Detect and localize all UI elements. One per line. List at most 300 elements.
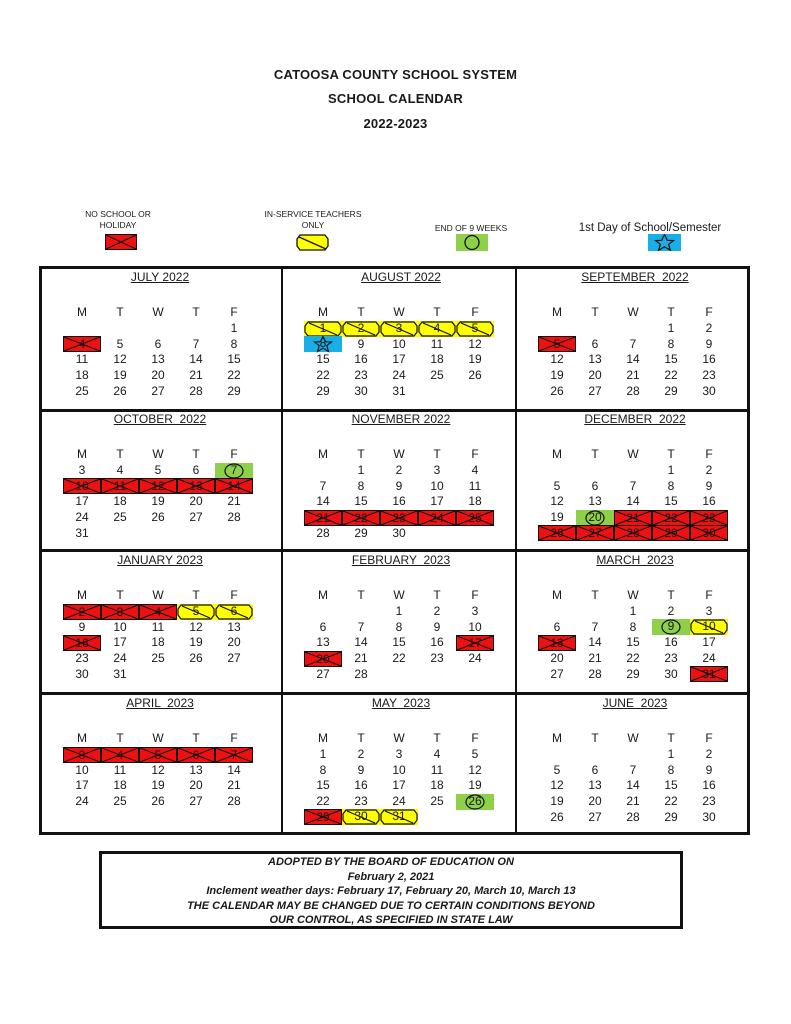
calendar-day: 22 [664, 368, 678, 383]
calendar-day: 7 [629, 478, 637, 493]
weekday-header: T [667, 447, 675, 461]
calendar-day: 9 [667, 619, 675, 634]
calendar-day: 2 [705, 463, 713, 477]
calendar-day: 27 [588, 809, 602, 824]
calendar-day: 17 [75, 778, 89, 793]
calendar-day: 14 [588, 635, 602, 650]
calendar-day: 24 [392, 794, 406, 809]
calendar-day: 11 [430, 336, 444, 351]
calendar-day: 26 [468, 793, 482, 808]
calendar-day: 17 [392, 352, 406, 367]
weekday-header: F [705, 731, 713, 745]
weekday-header: T [667, 731, 675, 745]
in-service-mark [690, 619, 728, 635]
weekday-header: F [230, 305, 238, 319]
calendar-day: 20 [588, 509, 602, 524]
weekday-header: M [552, 305, 562, 319]
calendar-day: 25 [75, 383, 89, 398]
calendar-day: 11 [151, 619, 165, 634]
calendar-day: 18 [113, 494, 127, 509]
calendar-day: 13 [316, 635, 330, 650]
calendar-day: 20 [189, 778, 203, 793]
month-title: OCTOBER 2022 [113, 412, 207, 426]
calendar-day: 21 [626, 510, 640, 525]
calendar-day: 12 [550, 778, 564, 793]
calendar-day: 14 [354, 635, 368, 650]
month-december [517, 411, 753, 552]
calendar-day: 3 [116, 604, 124, 619]
in-service-mark [456, 321, 494, 337]
legend-label-in-service: IN-SERVICE TEACHERS ONLY [264, 209, 362, 230]
calendar-day: 16 [75, 635, 89, 650]
no-school-mark [63, 336, 101, 352]
calendar-day: 18 [113, 778, 127, 793]
calendar-day: 7 [230, 462, 238, 477]
no-school-mark [63, 747, 101, 763]
no-school-mark [101, 747, 139, 763]
no-school-mark [456, 635, 494, 651]
calendar-day: 12 [151, 479, 165, 494]
weekday-header: W [627, 588, 639, 602]
no-school-mark [690, 666, 728, 682]
month-title: APRIL 2023 [126, 696, 194, 710]
weekday-header: T [357, 588, 365, 602]
calendar-day: 5 [116, 336, 124, 351]
legend-label-first-day: 1st Day of School/Semester [578, 222, 722, 234]
weekday-header: T [192, 731, 200, 745]
calendar-day: 28 [626, 383, 640, 398]
in-service-mark [380, 321, 418, 337]
weekday-header: T [433, 305, 441, 319]
weekday-header: T [433, 588, 441, 602]
weekday-header: M [77, 447, 87, 461]
calendar-day: 9 [705, 762, 713, 777]
calendar-day: 25 [113, 510, 127, 525]
calendar-day: 22 [392, 651, 406, 666]
calendar-day: 13 [588, 778, 602, 793]
legend-first-day-swatch [648, 234, 681, 251]
calendar-day: 4 [433, 320, 441, 335]
calendar-day: 5 [154, 747, 162, 762]
calendar-day: 6 [154, 336, 162, 351]
no-school-mark [690, 510, 728, 526]
weekday-header: T [192, 588, 200, 602]
calendar-day: 9 [357, 336, 365, 351]
calendar-day: 4 [116, 747, 124, 762]
calendar-day: 27 [588, 526, 602, 541]
calendar-day: 26 [550, 526, 564, 541]
weekday-header: T [116, 305, 124, 319]
calendar-day: 30 [702, 526, 716, 541]
calendar-day: 29 [664, 383, 678, 398]
weekday-header: W [393, 588, 405, 602]
calendar-day: 31 [392, 383, 406, 398]
month-november [283, 411, 519, 552]
star-icon [648, 234, 681, 251]
calendar-day: 2 [667, 604, 675, 618]
calendar-day: 15 [664, 778, 678, 793]
calendar-day: 11 [113, 479, 127, 494]
no-school-mark [101, 478, 139, 494]
calendar-day: 1 [395, 604, 403, 618]
calendar-day: 13 [189, 762, 203, 777]
calendar-day: 17 [75, 494, 89, 509]
month-march [517, 552, 753, 693]
calendar-day: 23 [702, 368, 716, 383]
end-of-9-weeks-mark [576, 510, 614, 526]
calendar-day: 3 [705, 604, 713, 618]
calendar-day: 30 [702, 809, 716, 824]
no-school-mark [456, 510, 494, 526]
calendar-day: 13 [189, 479, 203, 494]
calendar-day: 12 [113, 352, 127, 367]
calendar-day: 24 [468, 651, 482, 666]
end-of-9-weeks-mark [456, 794, 494, 810]
calendar-day: 30 [354, 383, 368, 398]
end-of-9-weeks-mark [215, 463, 253, 479]
calendar-day: 16 [354, 352, 368, 367]
calendar-day: 22 [664, 510, 678, 525]
weekday-header: F [230, 447, 238, 461]
calendar-day: 3 [433, 463, 441, 477]
calendar-day: 26 [113, 383, 127, 398]
no-school-mark [652, 510, 690, 526]
calendar-day: 29 [316, 810, 330, 825]
calendar-day: 29 [227, 383, 241, 398]
calendar-day: 30 [392, 525, 406, 540]
calendar-day: 5 [192, 603, 200, 618]
calendar-day: 24 [113, 651, 127, 666]
calendar-day: 30 [702, 383, 716, 398]
calendar-day: 21 [354, 651, 368, 666]
calendar-day: 6 [192, 463, 200, 477]
calendar-day: 4 [78, 337, 86, 352]
calendar-day: 1 [319, 320, 327, 335]
weekday-header: T [591, 731, 599, 745]
legend-end-9-weeks-swatch [456, 234, 488, 251]
calendar-day: 29 [664, 526, 678, 541]
calendar-day: 14 [227, 762, 241, 777]
calendar-day: 15 [664, 494, 678, 509]
calendar-day: 17 [392, 778, 406, 793]
calendar-day: 20 [151, 368, 165, 383]
calendar-day: 13 [588, 494, 602, 509]
calendar-day: 8 [629, 619, 637, 634]
calendar-day: 15 [354, 494, 368, 509]
calendar-day: 4 [154, 604, 162, 619]
month-january [42, 552, 278, 693]
calendar-day: 12 [189, 619, 203, 634]
no-school-mark [63, 478, 101, 494]
weekday-header: F [705, 305, 713, 319]
calendar-day: 28 [189, 383, 203, 398]
calendar-day: 21 [227, 494, 241, 509]
weekday-header: W [627, 447, 639, 461]
calendar-day: 8 [319, 336, 327, 351]
calendar-day: 5 [154, 463, 162, 477]
no-school-mark [139, 747, 177, 763]
calendar-day: 31 [392, 809, 406, 824]
no-school-mark [304, 651, 342, 667]
calendar-day: 13 [550, 635, 564, 650]
no-school-mark [538, 635, 576, 651]
calendar-day: 17 [702, 635, 716, 650]
calendar-day: 21 [227, 778, 241, 793]
calendar-day: 10 [75, 762, 89, 777]
calendar-day: 20 [316, 651, 330, 666]
month-title: MAY 2023 [371, 696, 431, 710]
weekday-header: T [591, 447, 599, 461]
in-service-mark [304, 321, 342, 337]
calendar-day: 9 [433, 619, 441, 634]
weekday-header: W [393, 447, 405, 461]
calendar-day: 8 [319, 762, 327, 777]
calendar-day: 22 [316, 794, 330, 809]
calendar-day: 30 [664, 666, 678, 681]
calendar-day: 19 [468, 352, 482, 367]
calendar-day: 16 [392, 494, 406, 509]
calendar-day: 6 [319, 619, 327, 634]
calendar-day: 19 [151, 778, 165, 793]
weekday-header: W [393, 731, 405, 745]
x-cross-icon [106, 235, 136, 249]
calendar-day: 10 [392, 336, 406, 351]
month-february [283, 552, 519, 693]
calendar-day: 14 [227, 479, 241, 494]
calendar-day: 7 [629, 336, 637, 351]
weekday-header: T [192, 305, 200, 319]
weekday-header: T [591, 305, 599, 319]
no-school-mark [101, 604, 139, 620]
footer-note-box [99, 851, 683, 929]
calendar-day: 24 [430, 510, 444, 525]
calendar-day: 11 [468, 478, 482, 493]
calendar-day: 22 [354, 510, 368, 525]
calendar-day: 28 [588, 666, 602, 681]
calendar-day: 25 [430, 368, 444, 383]
calendar-day: 28 [626, 526, 640, 541]
calendar-day: 7 [192, 336, 200, 351]
calendar-day: 14 [189, 352, 203, 367]
no-school-mark [63, 604, 101, 620]
calendar-day: 2 [705, 321, 713, 335]
calendar-day: 12 [550, 352, 564, 367]
weekday-header: M [77, 305, 87, 319]
calendar-day: 7 [319, 478, 327, 493]
month-title: JUNE 2023 [602, 696, 668, 710]
legend-label-no-school: NO SCHOOL OR HOLIDAY [85, 209, 151, 230]
weekday-header: T [357, 305, 365, 319]
calendar-day: 10 [113, 619, 127, 634]
calendar-day: 22 [227, 368, 241, 383]
no-school-mark [177, 747, 215, 763]
calendar-day: 5 [471, 320, 479, 335]
calendar-day: 30 [75, 666, 89, 681]
weekday-header: F [705, 588, 713, 602]
calendar-day: 13 [151, 352, 165, 367]
calendar-day: 2 [433, 604, 441, 618]
calendar-day: 5 [553, 762, 561, 777]
weekday-header: M [318, 588, 328, 602]
footer-inclement-days: Inclement weather days: February 17, February 20, March 10, March 13 [206, 885, 576, 897]
calendar-day: 15 [664, 352, 678, 367]
calendar-day: 27 [151, 383, 165, 398]
weekday-header: M [77, 731, 87, 745]
weekday-header: T [433, 447, 441, 461]
calendar-day: 6 [591, 478, 599, 493]
weekday-header: F [471, 305, 479, 319]
no-school-mark [177, 478, 215, 494]
calendar-day: 2 [395, 463, 403, 477]
calendar-day: 9 [705, 478, 713, 493]
calendar-day: 29 [354, 525, 368, 540]
calendar-day: 27 [189, 510, 203, 525]
calendar-day: 6 [192, 747, 200, 762]
calendar-day: 25 [151, 651, 165, 666]
legend-label-end-9-weeks: END OF 9 WEEKS [434, 223, 508, 233]
weekday-header: F [471, 588, 479, 602]
weekday-header: W [152, 731, 164, 745]
calendar-day: 16 [430, 635, 444, 650]
footer-adopted-date: February 2, 2021 [347, 870, 435, 883]
calendar-day: 19 [468, 778, 482, 793]
calendar-day: 3 [395, 320, 403, 335]
weekday-header: F [230, 731, 238, 745]
circle-icon [456, 234, 488, 251]
weekday-header: F [230, 588, 238, 602]
calendar-day: 22 [664, 794, 678, 809]
month-june [517, 695, 753, 836]
calendar-day: 22 [626, 651, 640, 666]
calendar-day: 3 [395, 747, 403, 761]
calendar-day: 27 [550, 666, 564, 681]
calendar-day: 1 [629, 604, 637, 618]
legend-no-school-swatch [105, 234, 137, 250]
calendar-day: 13 [227, 619, 241, 634]
calendar-day: 10 [468, 619, 482, 634]
weekday-header: T [357, 731, 365, 745]
calendar-day: 8 [667, 762, 675, 777]
weekday-header: T [433, 731, 441, 745]
calendar-day: 26 [550, 383, 564, 398]
calendar-day: 11 [430, 762, 444, 777]
calendar-day: 16 [702, 778, 716, 793]
calendar-day: 19 [113, 368, 127, 383]
calendar-day: 10 [75, 479, 89, 494]
calendar-day: 28 [227, 510, 241, 525]
calendar-day: 13 [588, 352, 602, 367]
page-title-calendar: SCHOOL CALENDAR [328, 91, 463, 106]
end-of-9-weeks-mark [652, 619, 690, 635]
calendar-day: 9 [395, 478, 403, 493]
calendar-day: 27 [189, 794, 203, 809]
calendar-day: 23 [75, 651, 89, 666]
calendar-day: 27 [588, 383, 602, 398]
month-april [42, 695, 278, 836]
footer-disclaimer-line2: OUR CONTROL, AS SPECIFIED IN STATE LAW [269, 914, 513, 926]
calendar-day: 16 [354, 778, 368, 793]
weekday-header: T [667, 305, 675, 319]
calendar-day: 1 [319, 747, 327, 761]
calendar-day: 24 [702, 651, 716, 666]
calendar-day: 6 [591, 336, 599, 351]
calendar-day: 12 [468, 762, 482, 777]
calendar-day: 22 [316, 368, 330, 383]
calendar-day: 28 [316, 525, 330, 540]
weekday-header: T [116, 731, 124, 745]
calendar-day: 16 [702, 494, 716, 509]
slash-octagon-icon [296, 234, 329, 251]
calendar-day: 12 [151, 762, 165, 777]
no-school-mark [418, 510, 456, 526]
month-july [42, 269, 278, 410]
calendar-day: 23 [354, 368, 368, 383]
calendar-day: 29 [626, 666, 640, 681]
weekday-header: W [152, 588, 164, 602]
calendar-day: 25 [430, 794, 444, 809]
calendar-day: 6 [591, 762, 599, 777]
calendar-day: 6 [230, 603, 238, 618]
calendar-day: 3 [471, 604, 479, 618]
no-school-mark [304, 510, 342, 526]
in-service-mark [215, 604, 253, 620]
in-service-mark [380, 809, 418, 825]
calendar-day: 2 [357, 320, 365, 335]
calendar-day: 25 [113, 794, 127, 809]
calendar-day: 4 [471, 463, 479, 477]
weekday-header: T [192, 447, 200, 461]
calendar-day: 1 [357, 463, 365, 477]
calendar-day: 11 [75, 352, 89, 367]
weekday-header: F [471, 731, 479, 745]
calendar-day: 21 [626, 794, 640, 809]
in-service-mark [342, 809, 380, 825]
no-school-mark [139, 604, 177, 620]
calendar-day: 10 [702, 619, 716, 634]
weekday-header: M [318, 731, 328, 745]
calendar-day: 23 [392, 510, 406, 525]
calendar-day: 24 [392, 368, 406, 383]
legend-in-service-swatch [296, 234, 329, 251]
calendar-day: 1 [667, 463, 675, 477]
calendar-day: 31 [113, 666, 127, 681]
calendar-day: 7 [357, 619, 365, 634]
calendar-day: 19 [550, 794, 564, 809]
weekday-header: W [152, 305, 164, 319]
in-service-mark [418, 321, 456, 337]
calendar-day: 5 [471, 747, 479, 761]
calendar-day: 28 [354, 666, 368, 681]
calendar-day: 15 [316, 778, 330, 793]
calendar-day: 26 [151, 794, 165, 809]
calendar-day: 16 [702, 352, 716, 367]
calendar-day: 12 [468, 336, 482, 351]
calendar-day: 21 [316, 510, 330, 525]
weekday-header: M [552, 731, 562, 745]
calendar-day: 3 [78, 747, 86, 762]
no-school-mark [538, 336, 576, 352]
month-title: JULY 2022 [130, 270, 190, 284]
calendar-day: 18 [151, 635, 165, 650]
no-school-mark [690, 525, 728, 541]
calendar-day: 1 [667, 321, 675, 335]
calendar-day: 9 [705, 336, 713, 351]
calendar-day: 26 [151, 510, 165, 525]
calendar-day: 19 [189, 635, 203, 650]
calendar-day: 7 [591, 619, 599, 634]
month-october [42, 411, 278, 552]
page-title-district: CATOOSA COUNTY SCHOOL SYSTEM [273, 67, 518, 82]
